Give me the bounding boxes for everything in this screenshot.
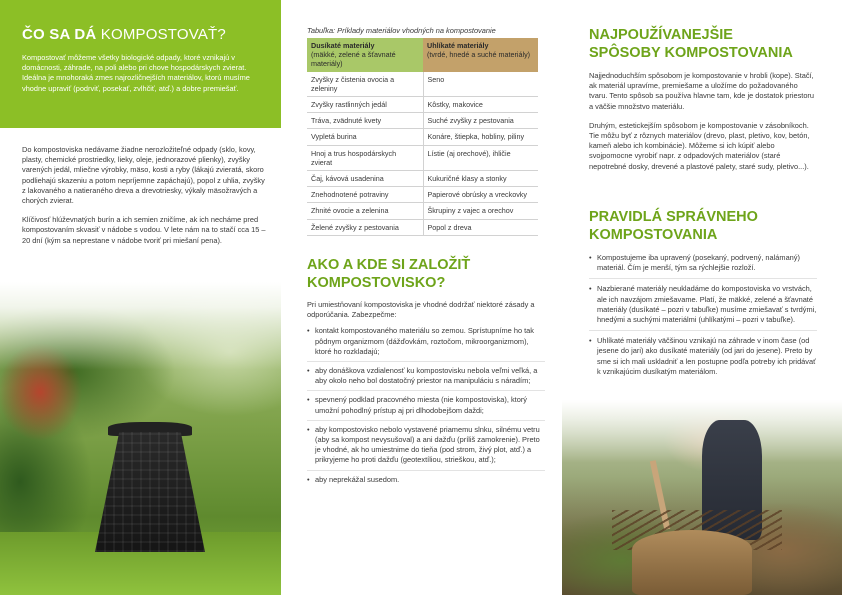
table-cell: Zvyšky z čistenia ovocia a zeleniny	[307, 72, 423, 97]
heading-light-line2: KOMPOSTOVISKO?	[307, 275, 446, 291]
list-item: • Uhlíkaté materiály väčšinou vznikajú na záhrade v inom čase (od jesene do jari) ako dusíkaté materiály (od jari do jesene). Preto by sme si ich mali uskladniť a len postupne podľa potreby ich pridávať k vznikajúcim dusíkatým materiálom.	[589, 336, 817, 382]
title-bold: ČO SA DÁ	[22, 26, 97, 43]
materials-table	[307, 38, 538, 236]
header-nitrogen-title: Dusíkaté materiály	[311, 41, 375, 50]
header-carbon-title: Uhlíkaté materiály	[427, 41, 489, 50]
list-item: • aby donáškova vzdialenosť ku kompostovisku nebola veľmi veľká, a aby okolo neho bol dostatočný priestor na manipuláciu s náradím;	[307, 366, 545, 391]
table-cell: Čaj, kávová usadenina	[307, 171, 423, 187]
list-item: • aby kompostovisko nebolo vystavené priamemu slnku, silnému vetru (aby sa kompost nevysušoval) a ani dažďu (príliš zamokrenie). Preto je vhodné, ak ho umiestnime do tieňa (pod strom, živý plot, atď.) a prikryjeme ho proti dažďu (geotextíliou, strieškou, atď.);	[307, 425, 545, 471]
heading-bold: AKO A KDE	[307, 257, 388, 273]
section-title-what-to-compost	[22, 26, 259, 44]
table-row	[307, 187, 538, 203]
placement-intro: Pri umiestňovaní kompostoviska je vhodné dodržať niektoré zásady a odporúčania. Zabezpečme:	[307, 300, 535, 320]
title-light: KOMPOSTOVAŤ?	[96, 26, 226, 43]
placement-section	[307, 300, 545, 493]
section-title-where-to-compost	[307, 256, 547, 292]
table-cell: Papierové obrúsky a vreckovky	[423, 187, 538, 203]
compost-bin-photo	[0, 282, 281, 595]
table-caption: Tabuľka: Príklady materiálov vhodných na kompostovanie	[307, 26, 496, 35]
rules-list	[589, 253, 817, 387]
header-nitrogen	[307, 38, 423, 72]
intro-paragraph: Kompostovať môžeme všetky biologické odpady, ktoré vznikajú v domácnosti, záhrade, na poli alebo pri chove hospodárskych zvierat. Ideálna je mnohoraká zmes najrozličnejších materiálov, ktorú musíme vhodne upraviť (podrviť, posekať, zvlhčiť, atď.) a dobre premiešať.	[22, 53, 250, 93]
heading-bold: SPÔSOBY	[589, 45, 661, 61]
table-cell: Konáre, štiepka, hobliny, piliny	[423, 129, 538, 145]
table-cell: Zvyšky rastlinných jedál	[307, 97, 423, 113]
placement-list	[307, 326, 545, 488]
methods-text	[589, 71, 817, 181]
header-nitrogen-sub: (mäkké, zelené a šťavnaté materiály)	[311, 50, 396, 69]
column-right	[562, 0, 842, 595]
list-item: • Nazbierané materiály neukladáme do kompostoviska vo vrstvách, ale ich navzájom zmiešavame. Platí, že mäkké, zelené a šťavnaté materiály (dusíkaté – pozri v tabuľke) musíme zmiešavať s tvrdými, hnedými a suchými materiálmi (uhlíkatými – pozri v tabuľke).	[589, 284, 817, 331]
paragraph-containers: Druhým, estetickejším spôsobom je kompostovanie v zásobníkoch. Tie môžu byť z rôznych materiálov (drevo, plast, pletivo, kov, betón, kameň alebo ich kombinácie). Môžeme si ich kúpiť alebo svojpomocne vyrobiť napr. z odpadových materiálov (staré nepotrebné dosky, drevené a plastové palety, staré sudy, pletivo...).	[589, 120, 810, 171]
tree-stump	[632, 530, 752, 595]
section-title-methods	[589, 26, 819, 62]
list-item: • Kompostujeme iba upravený (posekaný, podrvený, nalámaný) materiál. Čím je menší, tým sa rýchlejšie rozloží.	[589, 253, 817, 279]
table-row	[307, 145, 538, 170]
table-cell: Seno	[423, 72, 538, 97]
table-cell: Škrupiny z vajec a orechov	[423, 203, 538, 219]
column-left	[0, 0, 281, 595]
list-item: • spevnený podklad pracovného miesta (nie kompostoviska), ktorý umožní pohodlný prístup aj pri dlhodobejšom daždi;	[307, 395, 545, 420]
table-row	[307, 72, 538, 97]
table-row	[307, 171, 538, 187]
table-cell: Tráva, zvädnuté kvety	[307, 113, 423, 129]
table-cell: Zhnité ovocie a zelenina	[307, 203, 423, 219]
table-cell: Želené zvyšky z pestovania	[307, 219, 423, 235]
heading-light: SPRÁVNEHO	[662, 209, 758, 225]
heading-light-line2: KOMPOSTOVANIA	[660, 45, 793, 61]
column-middle	[281, 0, 562, 595]
compost-bin	[95, 432, 205, 552]
table-cell: Vypletá burina	[307, 129, 423, 145]
table-cell: Suché zvyšky z pestovania	[423, 113, 538, 129]
heading-light: SI ZALOŽIŤ	[387, 257, 471, 273]
heading-light: NAJPOUŽÍVANEJŠIE	[589, 27, 733, 43]
heading-bold: PRAVIDLÁ	[589, 209, 663, 225]
table-row	[307, 129, 538, 145]
list-item: • kontakt kompostovaného materiálu so zemou. Sprístupníme ho tak pôdnym organizmom (dážďovkám, roztočom, mikroorganizmom), ktoré ho rozkladajú;	[307, 326, 545, 362]
header-carbon-sub: (tvrdé, hnedé a suché materiály)	[427, 50, 531, 60]
heading-light-line2: KOMPOSTOVANIA	[589, 227, 718, 243]
table-row	[307, 113, 538, 129]
table-cell: Kôstky, makovice	[423, 97, 538, 113]
paragraph-weed-seeds: Klíčivosť hlúževnatých burín a ich semien zničíme, ak ich necháme pred kompostovaním skvasiť v nádobe s vodou. V lete nám na to stačí cca 15 – 20 dní (kým sa neprestane v nádobe tvoriť pri miešaní pena).	[22, 215, 266, 245]
table-cell: Hnoj a trus hospodárskych zvierat	[307, 145, 423, 170]
list-item: • aby neprekážal susedom.	[307, 475, 545, 489]
table-cell: Popol z dreva	[423, 219, 538, 235]
paragraph-excluded-waste: Do kompostoviska nedávame žiadne nerozložiteľné odpady (sklo, kovy, plasty, chemické prostriedky, lieky, oleje, jednorazové plienky), zvyšky varených jedál, mliečne výrobky, mäso, kosti a ryby (lákajú zvieratá, skoro podliehajú skazeniu a potom nepríjemne zapáchajú), popol z uhlia, zvyšky z lakovaného a natieraného dreva a drevotriesky, výkaly mäsožravých a chorých zvierat.	[22, 145, 265, 206]
chopping-branches-photo	[562, 400, 842, 595]
header-carbon	[423, 38, 538, 72]
table-row	[307, 203, 538, 219]
paragraph-heap: Najjednoduchším spôsobom je kompostovanie v hrobli (kope). Stačí, ak materiál upravíme, premiešame a uložíme do požadovaného tvaru. Tento spôsob sa používa hlavne tam, kde je dostatok priestoru a väčšie množstvo materiálu.	[589, 71, 814, 111]
section-title-rules	[589, 208, 819, 244]
intro-box	[0, 0, 281, 128]
table-header-row	[307, 38, 538, 72]
what-not-to-compost	[22, 145, 267, 255]
table-row	[307, 97, 538, 113]
table-cell: Znehodnotené potraviny	[307, 187, 423, 203]
table-cell: Kukuričné klasy a stonky	[423, 171, 538, 187]
table-row	[307, 219, 538, 235]
table-cell: Lístie (aj orechové), ihličie	[423, 145, 538, 170]
